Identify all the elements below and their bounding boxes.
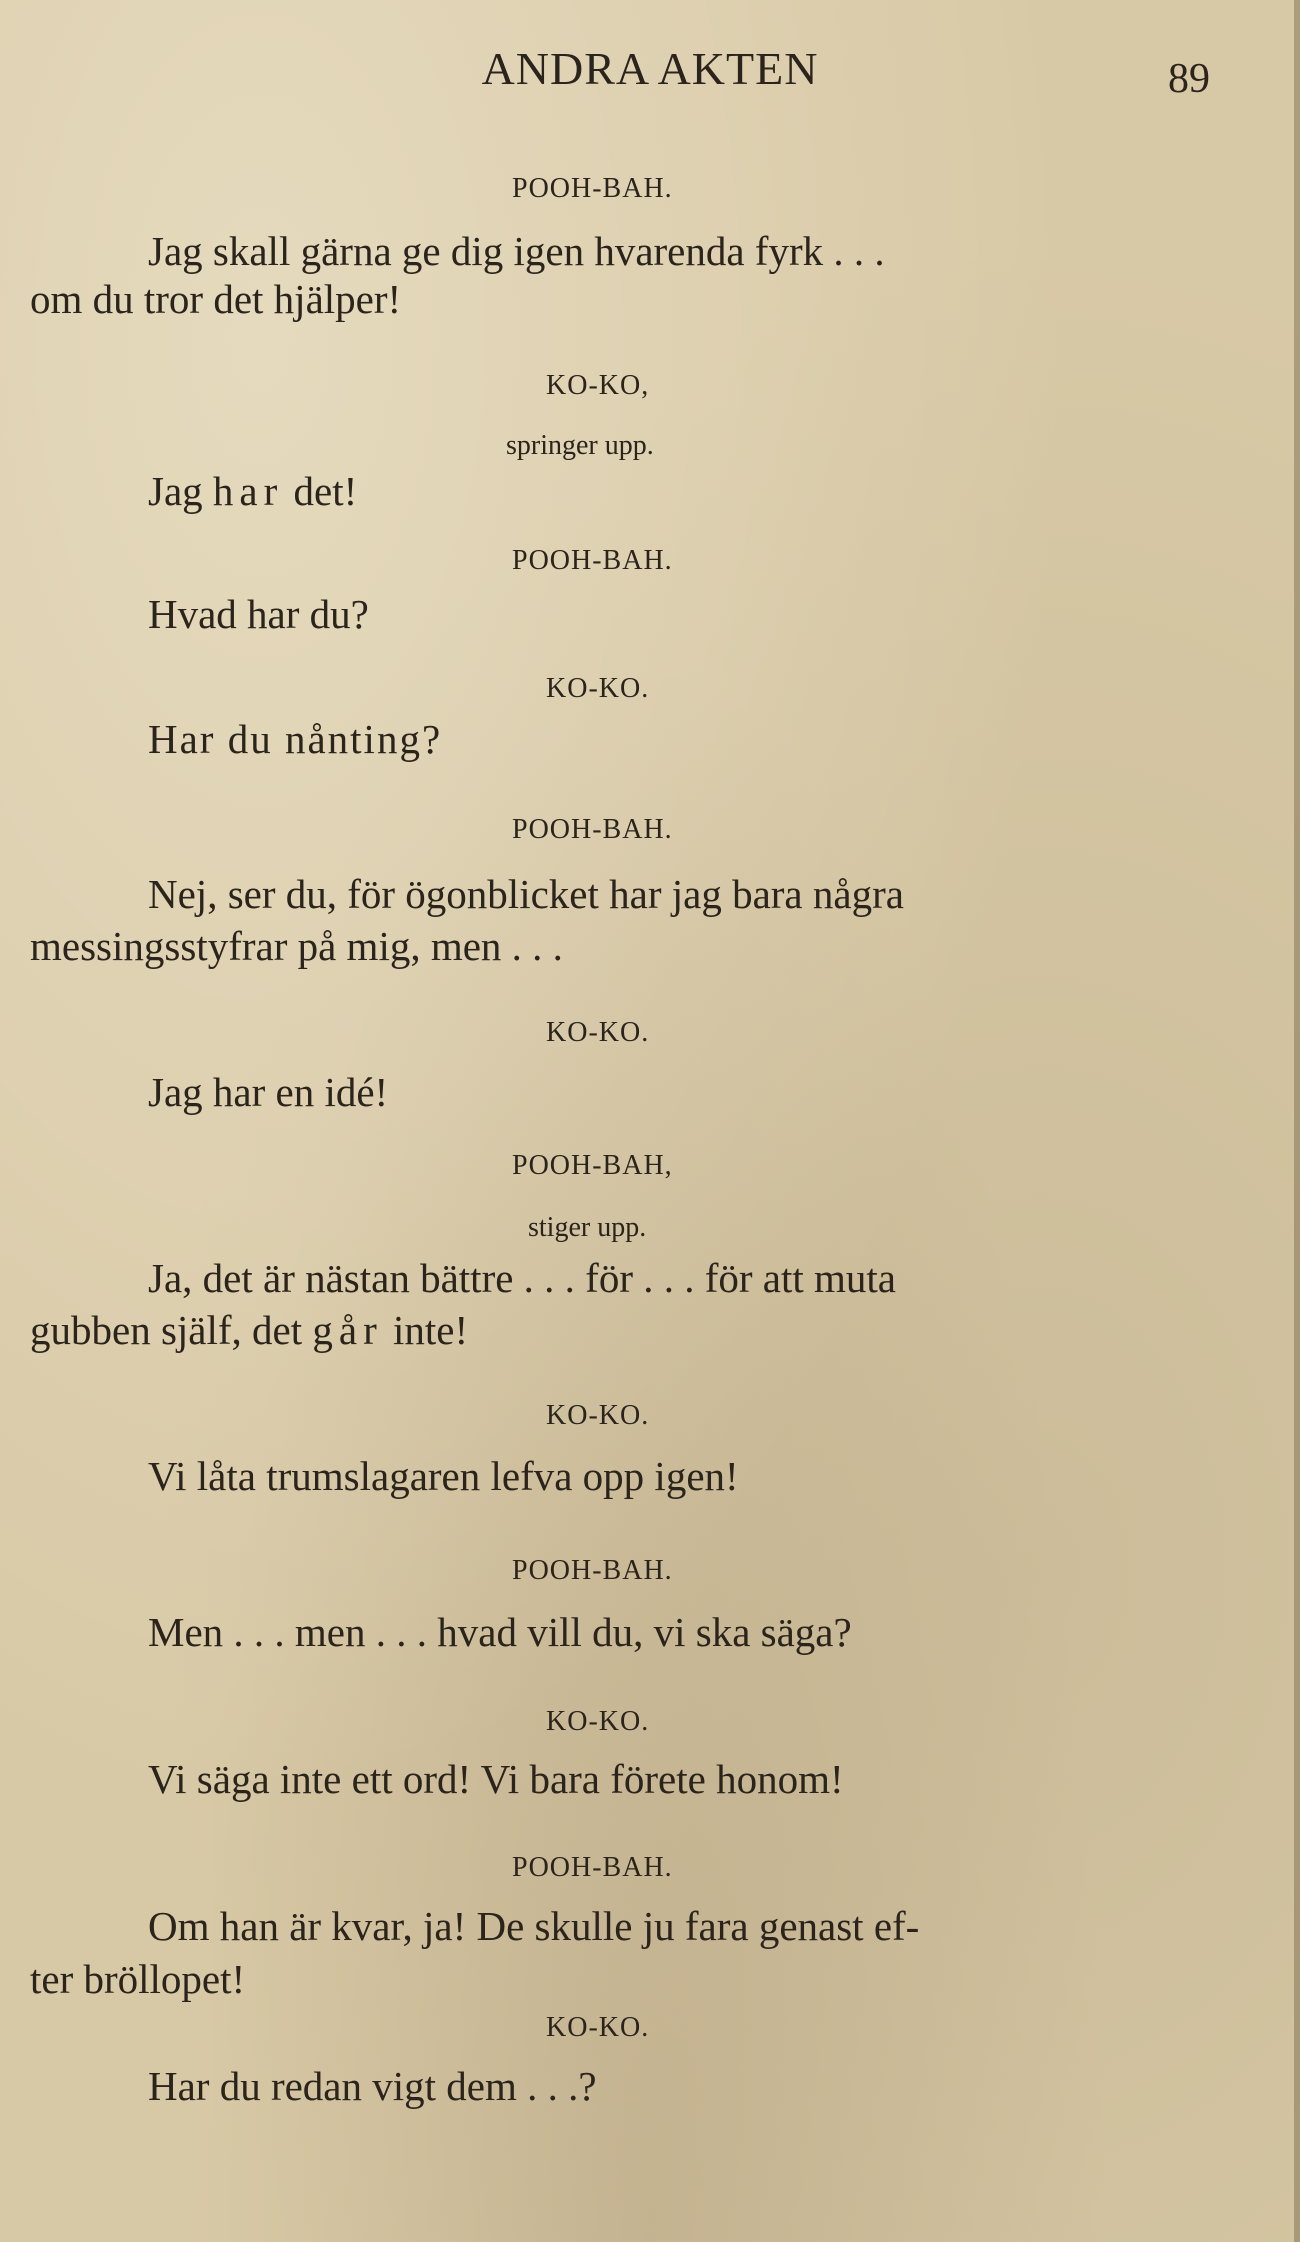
dialogue-line: Ja, det är nästan bättre . . . för . . . för att muta	[148, 1255, 896, 1301]
speaker-label: POOH-BAH.	[512, 1852, 673, 1883]
emphasized-text: har	[212, 468, 284, 514]
line-text: det!	[283, 468, 358, 514]
stage-direction: stiger upp.	[528, 1212, 647, 1243]
dialogue-line	[30, 1306, 468, 1354]
dialogue-line: Vi säga inte ett ord! Vi bara förete honom!	[148, 1756, 844, 1802]
running-head: ANDRA AKTEN	[481, 43, 819, 94]
speaker-label: KO-KO.	[546, 1017, 650, 1048]
dialogue-line: Men . . . men . . . hvad vill du, vi ska säga?	[148, 1609, 852, 1655]
emphasized-text: går	[312, 1307, 383, 1353]
stage-direction: springer upp.	[506, 430, 654, 461]
line-text: inte!	[382, 1307, 469, 1353]
page-edge-shadow	[1294, 0, 1300, 2242]
speaker-label: KO-KO,	[546, 370, 650, 401]
speaker-label: POOH-BAH.	[512, 814, 673, 845]
speaker-label: POOH-BAH.	[512, 173, 673, 204]
dialogue-line: Jag skall gärna ge dig igen hvarenda fyrk . . .	[148, 228, 885, 274]
dialogue-line: om du tror det hjälper!	[30, 276, 402, 322]
dialogue-line: Hvad har du?	[148, 591, 369, 637]
speaker-label: POOH-BAH,	[512, 1150, 673, 1181]
speaker-label: KO-KO.	[546, 673, 650, 704]
dialogue-line: Nej, ser du, för ögonblicket har jag bara några	[148, 871, 904, 917]
speaker-label: KO-KO.	[546, 2012, 650, 2043]
speaker-label: POOH-BAH.	[512, 545, 673, 576]
dialogue-line: Har du redan vigt dem . . .?	[148, 2063, 597, 2109]
speaker-label: KO-KO.	[546, 1706, 650, 1737]
dialogue-line: Jag har en idé!	[148, 1069, 389, 1115]
dialogue-line: Vi låta trumslagaren lefva opp igen!	[148, 1453, 739, 1499]
line-text: gubben själf, det	[30, 1307, 313, 1353]
speaker-label: POOH-BAH.	[512, 1555, 673, 1586]
dialogue-line: ter bröllopet!	[30, 1956, 246, 2002]
dialogue-line: messingsstyfrar på mig, men . . .	[30, 923, 563, 969]
page-number: 89	[1168, 56, 1210, 102]
dialogue-line: Har du nånting?	[148, 716, 443, 762]
dialogue-line: Om han är kvar, ja! De skulle ju fara genast ef-	[148, 1903, 920, 1949]
speaker-label: KO-KO.	[546, 1400, 650, 1431]
line-text: Jag	[148, 468, 213, 514]
dialogue-line	[148, 467, 357, 515]
